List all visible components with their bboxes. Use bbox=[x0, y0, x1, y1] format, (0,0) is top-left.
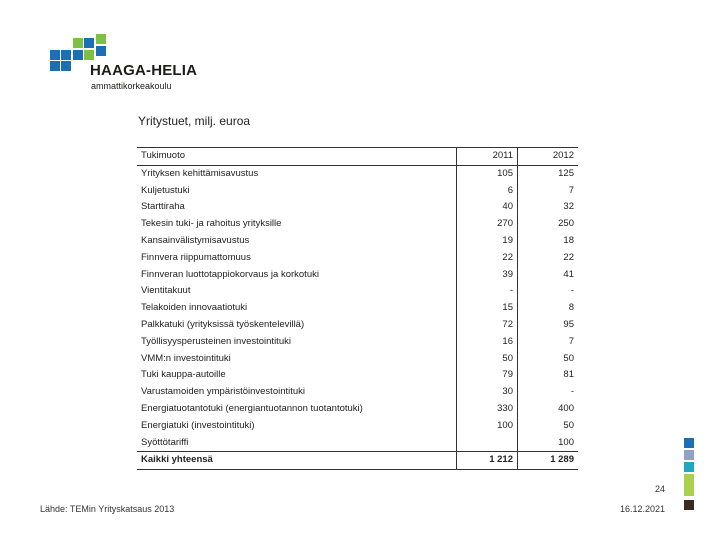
logo-square bbox=[96, 34, 106, 44]
table-row bbox=[137, 216, 578, 233]
value-2012: 100 bbox=[518, 435, 579, 452]
value-2012: 8 bbox=[518, 300, 579, 317]
decor-bar bbox=[684, 450, 694, 460]
value-2012: 250 bbox=[518, 216, 579, 233]
table-row bbox=[137, 199, 578, 216]
table-row bbox=[137, 250, 578, 267]
total-2012: 1 289 bbox=[518, 452, 579, 470]
logo-square bbox=[84, 38, 94, 48]
decor-bar bbox=[684, 500, 694, 510]
value-2011: 330 bbox=[457, 401, 518, 418]
row-label: VMM:n investointituki bbox=[141, 352, 231, 364]
date: 16.12.2021 bbox=[620, 504, 666, 514]
value-2011: 270 bbox=[457, 216, 518, 233]
table-row bbox=[137, 283, 578, 300]
table-row bbox=[137, 334, 578, 351]
total-label: Kaikki yhteensä bbox=[137, 452, 457, 470]
row-label: Energiatuotantotuki (energiantuotannon tuotantotuki) bbox=[141, 402, 363, 414]
logo-subtitle: ammattikorkeakoulu bbox=[91, 81, 172, 91]
row-label: Yrityksen kehittämisavustus bbox=[141, 167, 259, 179]
row-label: Tekesin tuki- ja rahoitus yrityksille bbox=[141, 218, 282, 230]
logo-square bbox=[61, 50, 71, 60]
value-2012: 81 bbox=[518, 367, 579, 384]
column-header: 2011 bbox=[457, 148, 518, 166]
table-row bbox=[137, 351, 578, 368]
value-2012: 22 bbox=[518, 250, 579, 267]
table-row bbox=[137, 300, 578, 317]
row-label: Varustamoiden ympäristöinvestointituki bbox=[141, 386, 306, 398]
value-2011: 40 bbox=[457, 199, 518, 216]
value-2012: - bbox=[518, 283, 579, 300]
table-row bbox=[137, 317, 578, 334]
value-2011: 105 bbox=[457, 165, 518, 182]
value-2011: 15 bbox=[457, 300, 518, 317]
row-label: Tuki kauppa-autoille bbox=[141, 369, 226, 381]
value-2011: 72 bbox=[457, 317, 518, 334]
logo-square bbox=[96, 46, 106, 56]
logo-square bbox=[61, 61, 71, 71]
row-label: Telakoiden innovaatiotuki bbox=[141, 302, 248, 314]
row-label: Energiatuki (investointituki) bbox=[141, 419, 255, 431]
table-row bbox=[137, 165, 578, 182]
value-2012: 400 bbox=[518, 401, 579, 418]
logo-square bbox=[84, 50, 94, 60]
logo-square bbox=[50, 50, 60, 60]
logo-square bbox=[73, 50, 83, 60]
value-2011: - bbox=[457, 283, 518, 300]
row-label: Finnveran luottotappiokorvaus ja korkotuki bbox=[141, 268, 319, 280]
table-row bbox=[137, 183, 578, 200]
value-2011: 39 bbox=[457, 267, 518, 284]
page-number: 24 bbox=[655, 484, 666, 494]
value-2012: 95 bbox=[518, 317, 579, 334]
logo-square bbox=[73, 38, 83, 48]
value-2011: 79 bbox=[457, 367, 518, 384]
value-2011: 30 bbox=[457, 384, 518, 401]
value-2012: 125 bbox=[518, 165, 579, 182]
total-2011: 1 212 bbox=[457, 452, 518, 470]
table-row bbox=[137, 367, 578, 384]
value-2012: 7 bbox=[518, 183, 579, 200]
column-header: Tukimuoto bbox=[137, 148, 457, 166]
row-label: Kuljetustuki bbox=[141, 184, 190, 196]
table-row bbox=[137, 384, 578, 401]
table-total-row bbox=[137, 452, 578, 470]
table-row bbox=[137, 233, 578, 250]
column-header: 2012 bbox=[518, 148, 579, 166]
row-label: Vientitakuut bbox=[141, 285, 191, 297]
value-2011 bbox=[457, 435, 518, 452]
row-label: Palkkatuki (yrityksissä työskentelevillä) bbox=[141, 318, 305, 330]
value-2012: 7 bbox=[518, 334, 579, 351]
decor-bar bbox=[684, 438, 694, 448]
value-2011: 6 bbox=[457, 183, 518, 200]
row-label: Finnvera riippumattomuus bbox=[141, 251, 251, 263]
value-2012: - bbox=[518, 384, 579, 401]
value-2011: 19 bbox=[457, 233, 518, 250]
value-2011: 22 bbox=[457, 250, 518, 267]
table-row bbox=[137, 435, 578, 452]
row-label: Työllisyysperusteinen investointituki bbox=[141, 335, 291, 347]
value-2011: 100 bbox=[457, 418, 518, 435]
table-header-row bbox=[137, 148, 578, 166]
table-row bbox=[137, 418, 578, 435]
value-2012: 32 bbox=[518, 199, 579, 216]
table-row bbox=[137, 401, 578, 418]
source-note: Lähde: TEMin Yrityskatsaus 2013 bbox=[40, 504, 175, 514]
decor-bar bbox=[684, 462, 694, 472]
subsidy-table bbox=[137, 147, 578, 470]
row-label: Syöttötariffi bbox=[141, 436, 189, 448]
table-title: Yritystuet, milj. euroa bbox=[138, 114, 251, 128]
table-row bbox=[137, 267, 578, 284]
row-label: Starttiraha bbox=[141, 201, 185, 213]
value-2011: 50 bbox=[457, 351, 518, 368]
logo-square bbox=[50, 61, 60, 71]
decor-bar bbox=[684, 474, 694, 496]
value-2012: 41 bbox=[518, 267, 579, 284]
value-2012: 18 bbox=[518, 233, 579, 250]
logo-name: HAAGA-HELIA bbox=[90, 62, 198, 79]
value-2011: 16 bbox=[457, 334, 518, 351]
value-2012: 50 bbox=[518, 418, 579, 435]
row-label: Kansainvälistymisavustus bbox=[141, 234, 250, 246]
value-2012: 50 bbox=[518, 351, 579, 368]
